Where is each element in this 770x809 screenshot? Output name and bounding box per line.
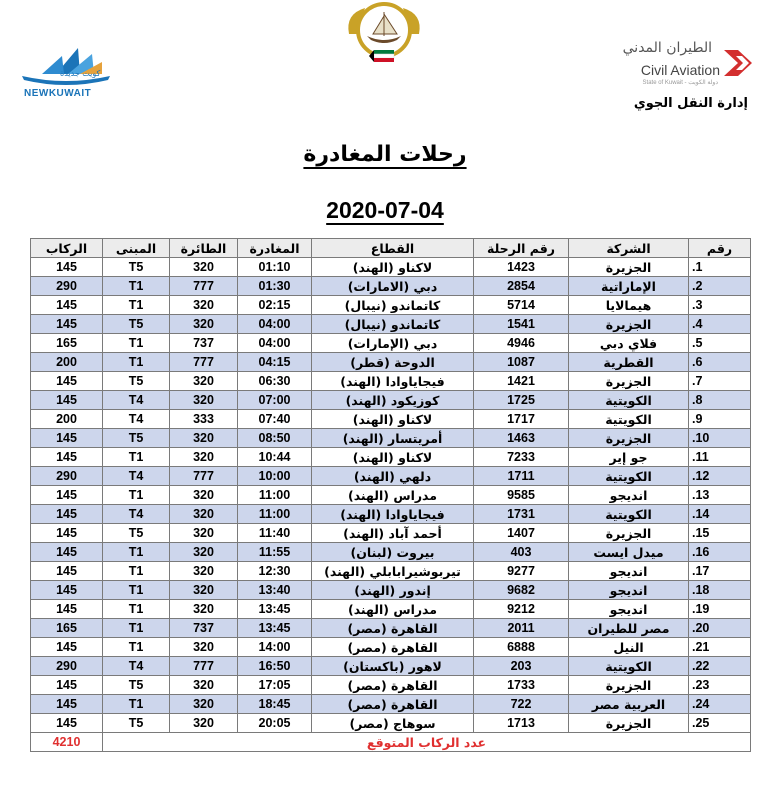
new-kuwait-arabic: كويت جديدة <box>60 69 101 78</box>
cell-flight-number: 1733 <box>474 676 569 695</box>
cell-sector: إندور (الهند) <box>312 581 474 600</box>
cell-departure-time: 13:45 <box>238 619 312 638</box>
cell-passengers: 145 <box>31 315 103 334</box>
cell-departure-time: 13:45 <box>238 600 312 619</box>
cell-passengers: 145 <box>31 429 103 448</box>
cell-passengers: 290 <box>31 277 103 296</box>
cell-sector: كوزيكود (الهند) <box>312 391 474 410</box>
table-row <box>31 467 751 486</box>
cell-sector: دبي (الامارات) <box>312 277 474 296</box>
cell-index: 25. <box>689 714 751 733</box>
table-row <box>31 277 751 296</box>
cell-flight-number: 1713 <box>474 714 569 733</box>
cell-terminal: T1 <box>103 486 170 505</box>
cell-departure-time: 04:00 <box>238 334 312 353</box>
cell-terminal: T1 <box>103 562 170 581</box>
cell-company: الكويتية <box>569 410 689 429</box>
table-row <box>31 600 751 619</box>
cell-company: مصر للطيران <box>569 619 689 638</box>
total-row <box>31 733 751 752</box>
cell-aircraft: 777 <box>170 277 238 296</box>
cell-aircraft: 320 <box>170 505 238 524</box>
cell-index: 6. <box>689 353 751 372</box>
cell-sector: بيروت (لبنان) <box>312 543 474 562</box>
table-row <box>31 657 751 676</box>
table-row <box>31 353 751 372</box>
cell-flight-number: 1087 <box>474 353 569 372</box>
total-passengers-value: 4210 <box>31 733 103 752</box>
cell-departure-time: 11:00 <box>238 505 312 524</box>
cell-aircraft: 320 <box>170 391 238 410</box>
cell-index: 19. <box>689 600 751 619</box>
cell-terminal: T4 <box>103 657 170 676</box>
cell-sector: لاكناو (الهند) <box>312 258 474 277</box>
cell-flight-number: 9682 <box>474 581 569 600</box>
cell-index: 14. <box>689 505 751 524</box>
cell-company: الجزيرة <box>569 524 689 543</box>
cell-aircraft: 777 <box>170 353 238 372</box>
cell-departure-time: 06:30 <box>238 372 312 391</box>
cell-aircraft: 320 <box>170 695 238 714</box>
cell-passengers: 145 <box>31 581 103 600</box>
cell-index: 18. <box>689 581 751 600</box>
cell-terminal: T1 <box>103 600 170 619</box>
cell-aircraft: 320 <box>170 600 238 619</box>
department-name: إدارة النقل الجوي <box>633 96 748 111</box>
cell-sector: الدوحة (قطر) <box>312 353 474 372</box>
cell-passengers: 145 <box>31 505 103 524</box>
table-row <box>31 562 751 581</box>
cell-flight-number: 1421 <box>474 372 569 391</box>
cell-aircraft: 320 <box>170 448 238 467</box>
cell-index: 10. <box>689 429 751 448</box>
cell-sector: سوهاج (مصر) <box>312 714 474 733</box>
cell-aircraft: 320 <box>170 562 238 581</box>
cell-company: جو إير <box>569 448 689 467</box>
cell-company: انديجو <box>569 581 689 600</box>
cell-passengers: 200 <box>31 353 103 372</box>
cell-terminal: T1 <box>103 277 170 296</box>
cell-departure-time: 18:45 <box>238 695 312 714</box>
cell-flight-number: 1423 <box>474 258 569 277</box>
column-header-index: رقم <box>689 239 751 258</box>
cell-company: الجزيرة <box>569 714 689 733</box>
cell-index: 2. <box>689 277 751 296</box>
cell-passengers: 200 <box>31 410 103 429</box>
kuwait-emblem-icon <box>339 0 429 70</box>
cell-sector: القاهرة (مصر) <box>312 676 474 695</box>
cell-aircraft: 320 <box>170 296 238 315</box>
cell-departure-time: 20:05 <box>238 714 312 733</box>
table-row <box>31 581 751 600</box>
table-row <box>31 543 751 562</box>
table-row <box>31 391 751 410</box>
cell-company: انديجو <box>569 486 689 505</box>
cell-company: الجزيرة <box>569 315 689 334</box>
cell-flight-number: 5714 <box>474 296 569 315</box>
cell-flight-number: 1717 <box>474 410 569 429</box>
cell-company: الجزيرة <box>569 258 689 277</box>
cell-flight-number: 1725 <box>474 391 569 410</box>
column-header-terminal: المبنى <box>103 239 170 258</box>
report-date: 2020-07-04 <box>326 197 444 223</box>
cell-flight-number: 4946 <box>474 334 569 353</box>
cell-departure-time: 12:30 <box>238 562 312 581</box>
cell-index: 8. <box>689 391 751 410</box>
cell-passengers: 290 <box>31 657 103 676</box>
cell-sector: فيجاياوادا (الهند) <box>312 372 474 391</box>
cell-aircraft: 737 <box>170 334 238 353</box>
cell-sector: فيجاياوادا (الهند) <box>312 505 474 524</box>
cell-index: 24. <box>689 695 751 714</box>
civil-aviation-subtitle: State of Kuwait - دولة الكويت <box>642 80 718 86</box>
cell-passengers: 290 <box>31 467 103 486</box>
table-row <box>31 524 751 543</box>
cell-flight-number: 1711 <box>474 467 569 486</box>
column-header-aircraft: الطائرة <box>170 239 238 258</box>
cell-terminal: T5 <box>103 429 170 448</box>
cell-departure-time: 11:00 <box>238 486 312 505</box>
cell-index: 16. <box>689 543 751 562</box>
cell-passengers: 165 <box>31 334 103 353</box>
cell-terminal: T1 <box>103 353 170 372</box>
cell-departure-time: 10:00 <box>238 467 312 486</box>
cell-passengers: 145 <box>31 676 103 695</box>
cell-flight-number: 722 <box>474 695 569 714</box>
cell-sector: لاكناو (الهند) <box>312 448 474 467</box>
table-row <box>31 448 751 467</box>
kuwait-emblem <box>339 0 429 70</box>
cell-terminal: T5 <box>103 524 170 543</box>
new-kuwait-text: NEWKUWAIT <box>24 88 92 99</box>
table-row <box>31 258 751 277</box>
cell-terminal: T1 <box>103 448 170 467</box>
cell-flight-number: 7233 <box>474 448 569 467</box>
cell-sector: كاتماندو (نيبال) <box>312 296 474 315</box>
cell-departure-time: 16:50 <box>238 657 312 676</box>
cell-passengers: 145 <box>31 391 103 410</box>
cell-index: 20. <box>689 619 751 638</box>
cell-aircraft: 320 <box>170 638 238 657</box>
table-row <box>31 638 751 657</box>
column-header-passengers: الركاب <box>31 239 103 258</box>
cell-company: ميدل ايست <box>569 543 689 562</box>
table-row <box>31 619 751 638</box>
cell-aircraft: 320 <box>170 486 238 505</box>
cell-index: 3. <box>689 296 751 315</box>
civil-aviation-chevron-icon <box>722 46 758 80</box>
cell-sector: أحمد آباد (الهند) <box>312 524 474 543</box>
cell-passengers: 145 <box>31 296 103 315</box>
cell-departure-time: 07:40 <box>238 410 312 429</box>
table-row <box>31 315 751 334</box>
table-row <box>31 695 751 714</box>
cell-flight-number: 2011 <box>474 619 569 638</box>
cell-flight-number: 1407 <box>474 524 569 543</box>
cell-company: الكويتية <box>569 391 689 410</box>
cell-aircraft: 737 <box>170 619 238 638</box>
table-row <box>31 429 751 448</box>
cell-index: 12. <box>689 467 751 486</box>
cell-aircraft: 320 <box>170 524 238 543</box>
cell-terminal: T5 <box>103 315 170 334</box>
cell-company: الإماراتية <box>569 277 689 296</box>
cell-company: العربية مصر <box>569 695 689 714</box>
cell-index: 13. <box>689 486 751 505</box>
cell-passengers: 145 <box>31 600 103 619</box>
cell-departure-time: 17:05 <box>238 676 312 695</box>
cell-company: الجزيرة <box>569 676 689 695</box>
cell-index: 22. <box>689 657 751 676</box>
cell-passengers: 145 <box>31 258 103 277</box>
cell-flight-number: 9585 <box>474 486 569 505</box>
cell-aircraft: 320 <box>170 315 238 334</box>
table-row <box>31 296 751 315</box>
cell-flight-number: 203 <box>474 657 569 676</box>
cell-departure-time: 01:30 <box>238 277 312 296</box>
cell-index: 21. <box>689 638 751 657</box>
cell-sector: تيربوشيرابابلي (الهند) <box>312 562 474 581</box>
cell-terminal: T5 <box>103 258 170 277</box>
departures-table <box>30 238 751 752</box>
cell-terminal: T1 <box>103 543 170 562</box>
cell-aircraft: 320 <box>170 372 238 391</box>
cell-departure-time: 04:15 <box>238 353 312 372</box>
cell-passengers: 145 <box>31 486 103 505</box>
cell-sector: القاهرة (مصر) <box>312 638 474 657</box>
cell-flight-number: 9277 <box>474 562 569 581</box>
column-header-departure: المغادرة <box>238 239 312 258</box>
cell-aircraft: 320 <box>170 676 238 695</box>
cell-company: الجزيرة <box>569 429 689 448</box>
cell-company: الكويتية <box>569 467 689 486</box>
cell-terminal: T4 <box>103 467 170 486</box>
cell-passengers: 165 <box>31 619 103 638</box>
page-title: رحلات المغادرة <box>303 142 467 167</box>
cell-flight-number: 1541 <box>474 315 569 334</box>
cell-terminal: T1 <box>103 581 170 600</box>
cell-passengers: 145 <box>31 372 103 391</box>
cell-sector: لاكناو (الهند) <box>312 410 474 429</box>
cell-sector: أمريتسار (الهند) <box>312 429 474 448</box>
cell-terminal: T1 <box>103 334 170 353</box>
column-header-flight-number: رقم الرحلة <box>474 239 569 258</box>
cell-company: هيمالايا <box>569 296 689 315</box>
cell-departure-time: 11:55 <box>238 543 312 562</box>
cell-index: 23. <box>689 676 751 695</box>
cell-aircraft: 320 <box>170 714 238 733</box>
cell-departure-time: 08:50 <box>238 429 312 448</box>
cell-aircraft: 320 <box>170 258 238 277</box>
cell-sector: مدراس (الهند) <box>312 486 474 505</box>
cell-aircraft: 777 <box>170 467 238 486</box>
cell-aircraft: 320 <box>170 429 238 448</box>
cell-flight-number: 6888 <box>474 638 569 657</box>
cell-company: انديجو <box>569 600 689 619</box>
cell-index: 7. <box>689 372 751 391</box>
cell-passengers: 145 <box>31 524 103 543</box>
cell-company: الجزيرة <box>569 372 689 391</box>
cell-sector: لاهور (باكستان) <box>312 657 474 676</box>
cell-aircraft: 320 <box>170 543 238 562</box>
cell-index: 17. <box>689 562 751 581</box>
cell-terminal: T5 <box>103 372 170 391</box>
cell-passengers: 145 <box>31 543 103 562</box>
cell-terminal: T4 <box>103 391 170 410</box>
cell-company: فلاي دبي <box>569 334 689 353</box>
civil-aviation-english: Civil Aviation <box>640 62 720 78</box>
cell-company: القطرية <box>569 353 689 372</box>
cell-terminal: T5 <box>103 714 170 733</box>
cell-flight-number: 1731 <box>474 505 569 524</box>
table-row <box>31 714 751 733</box>
cell-company: الكويتية <box>569 505 689 524</box>
cell-index: 11. <box>689 448 751 467</box>
cell-terminal: T1 <box>103 619 170 638</box>
cell-index: 1. <box>689 258 751 277</box>
cell-sector: القاهرة (مصر) <box>312 695 474 714</box>
cell-sector: القاهرة (مصر) <box>312 619 474 638</box>
cell-departure-time: 07:00 <box>238 391 312 410</box>
cell-departure-time: 04:00 <box>238 315 312 334</box>
cell-passengers: 145 <box>31 448 103 467</box>
table-header-row <box>31 239 751 258</box>
cell-terminal: T4 <box>103 505 170 524</box>
cell-company: النيل <box>569 638 689 657</box>
cell-sector: دلهي (الهند) <box>312 467 474 486</box>
cell-company: انديجو <box>569 562 689 581</box>
cell-index: 4. <box>689 315 751 334</box>
cell-company: الكويتية <box>569 657 689 676</box>
cell-terminal: T1 <box>103 695 170 714</box>
column-header-company: الشركة <box>569 239 689 258</box>
cell-departure-time: 11:40 <box>238 524 312 543</box>
cell-aircraft: 333 <box>170 410 238 429</box>
cell-departure-time: 01:10 <box>238 258 312 277</box>
cell-passengers: 145 <box>31 562 103 581</box>
table-row <box>31 676 751 695</box>
table-row <box>31 410 751 429</box>
cell-flight-number: 403 <box>474 543 569 562</box>
cell-passengers: 145 <box>31 695 103 714</box>
cell-departure-time: 14:00 <box>238 638 312 657</box>
cell-flight-number: 2854 <box>474 277 569 296</box>
cell-terminal: T5 <box>103 676 170 695</box>
table-row <box>31 486 751 505</box>
table-row <box>31 334 751 353</box>
cell-terminal: T1 <box>103 638 170 657</box>
table-row <box>31 505 751 524</box>
cell-flight-number: 9212 <box>474 600 569 619</box>
cell-sector: مدراس (الهند) <box>312 600 474 619</box>
column-header-sector: القطاع <box>312 239 474 258</box>
civil-aviation-arabic: الطيران المدني <box>622 40 712 56</box>
cell-flight-number: 1463 <box>474 429 569 448</box>
civil-aviation-logo <box>622 40 760 92</box>
cell-passengers: 145 <box>31 638 103 657</box>
cell-departure-time: 10:44 <box>238 448 312 467</box>
cell-terminal: T4 <box>103 410 170 429</box>
cell-departure-time: 02:15 <box>238 296 312 315</box>
cell-aircraft: 777 <box>170 657 238 676</box>
cell-index: 9. <box>689 410 751 429</box>
cell-index: 5. <box>689 334 751 353</box>
table-body <box>31 258 751 733</box>
cell-sector: دبي (الإمارات) <box>312 334 474 353</box>
cell-aircraft: 320 <box>170 581 238 600</box>
cell-passengers: 145 <box>31 714 103 733</box>
cell-sector: كاتماندو (نيبال) <box>312 315 474 334</box>
cell-index: 15. <box>689 524 751 543</box>
table-row <box>31 372 751 391</box>
cell-departure-time: 13:40 <box>238 581 312 600</box>
new-kuwait-sails-icon <box>18 44 114 90</box>
total-passengers-label: عدد الركاب المتوقع <box>103 733 751 752</box>
cell-terminal: T1 <box>103 296 170 315</box>
